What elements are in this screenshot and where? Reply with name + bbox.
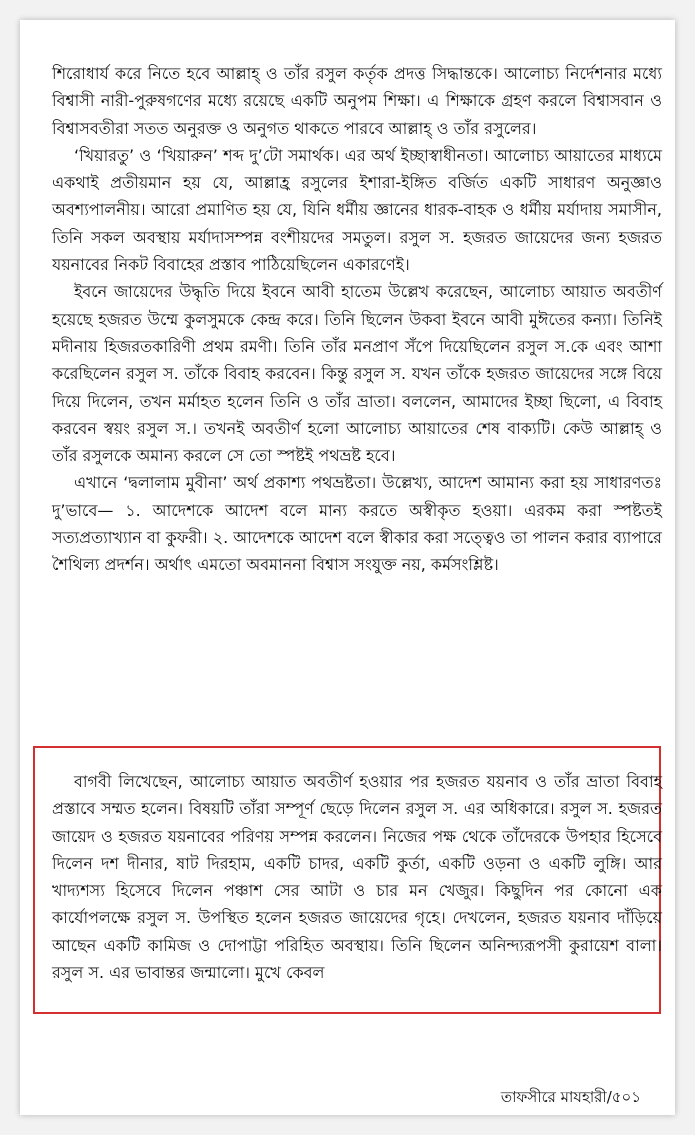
- paragraph-4: এখানে ‘দ্বলালাম মুবীনা’ অর্থ প্রকাশ্য পথভ্রষ্টতা। উল্লেখ্য, আদেশ আমান্য করা হয় সাধারণতঃ দু’ভাবে— ১. আদেশকে আদেশ বলে মান্য করতে অস্বীকৃত হওয়া। এরকম করা স্পষ্টতই সত্যপ্রত্যাখ্যান বা কুফরী। ২. আদেশকে আদেশ বলে স্বীকার করা সত্ত্বেও তা পালন করার ব্যাপারে শৈথিল্য প্রদর্শন। অর্থাৎ এমতো অবমাননা বিশ্বাস সংযুক্ত নয়, কর্মসংশ্লিষ্ট।: [52, 473, 662, 575]
- highlighted-paragraph: বাগবী লিখেছেন, আলোচ্য আয়াত অবতীর্ণ হওয়ার পর হজরত যয়নাব ও তাঁর ভ্রাতা বিবাহ প্রস্তাবে সম্মত হলেন। বিষয়টি তাঁরা সম্পূর্ণ ছেড়ে দিলেন রসুল স. এর অধিকারে। রসুল স. হজরত জায়েদ ও হজরত যয়নাবের পরিণয় সম্পন্ন করলেন। নিজের পক্ষ থেকে তাঁদেরকে উপহার হিসেবে দিলেন দশ দীনার, ষাট দিরহাম, একটি চাদর, একটি কুর্তা, একটি ওড়না ও একটি লুঙ্গি। আর খাদ্যশস্য হিসেবে দিলেন পঞ্চাশ সের আটা ও চার মন খেজুর। কিছুদিন পর কোনো এক কার্যোপলক্ষে রসুল স. উপস্থিত হলেন হজরত জায়েদের গৃহে। দেখলেন, হজরত যয়নাব দাঁড়িয়ে আছেন একটি কামিজ ও দোপাট্টা পরিহিত অবস্থায়। তিনি ছিলেন অনিন্দ্যরূপসী কুরায়েশ বালা। রসুল স. এর ভাবান্তর জন্মালো। মুখে কেবল: [52, 772, 662, 983]
- paragraph-2: ‘খিয়ারতু’ ও ‘খিয়ারুন’ শব্দ দু’টো সমার্থক। এর অর্থ ইচ্ছাস্বাধীনতা। আলোচ্য আয়াতের মাধ্যমে একথাই প্রতীয়মান হয় যে, আল্লাহ্র রসুলের ইশারা-ইঙ্গিত বর্জিত একটি সাধারণ অনুজ্ঞাও অবশ্যপালনীয়। আরো প্রমাণিত হয় যে, যিনি ধর্মীয় জ্ঞানের ধারক-বাহক ও ধর্মীয় মর্যাদায় সমাসীন, তিনি সকল অবস্থায় মর্যাদাসম্পন্ন বংশীয়দের সমতুল। রসুল স. হজরত জায়েদের জন্য হজরত যয়নাবের নিকট বিবাহের প্রস্তাব পাঠিয়েছিলেন একারণেই।: [52, 145, 662, 275]
- body-text: [52, 60, 662, 579]
- document-page: [20, 20, 675, 1115]
- page-footer: তাফসীরে মাযহারী/৫০১: [500, 1088, 641, 1106]
- paragraph-1: শিরোধার্য করে নিতে হবে আল্লাহ্ ও তাঁর রসুল কর্তৃক প্রদত্ত সিদ্ধান্তকে। আলোচ্য নির্দেশনার মধ্যে বিশ্বাসী নারী-পুরুষগণের মধ্যে রয়েছে একটি অনুপম শিক্ষা। এ শিক্ষাকে গ্রহণ করলে বিশ্বাসবান ও বিশ্বাসবতীরা সতত অনুরক্ত ও অনুগত থাকতে পারবে আল্লাহ্ ও তাঁর রসুলের।: [52, 64, 662, 138]
- paragraph-3: ইবনে জায়েদের উদ্ধৃতি দিয়ে ইবনে আবী হাতেম উল্লেখ করেছেন, আলোচ্য আয়াত অবতীর্ণ হয়েছে হজরত উম্মে কুলসুমকে কেন্দ্র করে। তিনি ছিলেন উকবা ইবনে আবী মুঈতের কন্যা। তিনিই মদীনায় হিজরতকারিণী প্রথম রমণী। তিনি তাঁর মনপ্রাণ সঁপে দিয়েছিলেন রসুল স.কে এবং আশা করেছিলেন রসুল স. তাঁকে বিবাহ করবেন। কিন্তু রসুল স. যখন তাঁকে হজরত জায়েদের সঙ্গে বিয়ে দিয়ে দিলেন, তখন মর্মাহত হলেন তিনি ও তাঁর ভ্রাতা। বললেন, আমাদের ইচ্ছা ছিলো, এ বিবাহ করবেন স্বয়ং রসুল স.। তখনই অবতীর্ণ হলো আলোচ্য আয়াতের শেষ বাক্যটি। কেউ আল্লাহ্ ও তাঁর রসুলকে অমান্য করলে সে তো স্পষ্টই পথভ্রষ্ট হবে।: [52, 282, 662, 466]
